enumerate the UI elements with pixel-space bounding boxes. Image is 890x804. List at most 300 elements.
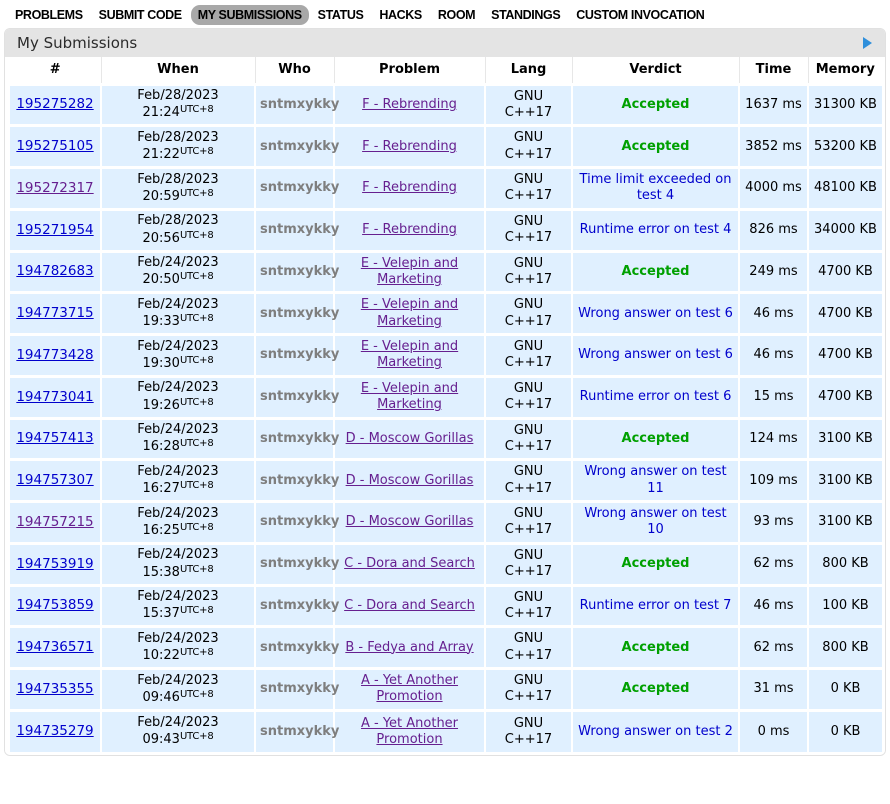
nav-item[interactable]: ROOM bbox=[437, 7, 476, 22]
cell-memory bbox=[808, 209, 882, 251]
submitter-handle: sntmxykky bbox=[260, 138, 340, 154]
submission-id-link[interactable]: 194735279 bbox=[16, 723, 94, 740]
memory-used: 800 KB bbox=[822, 556, 869, 571]
cell-id bbox=[10, 460, 101, 502]
cell-memory bbox=[808, 251, 882, 293]
submission-row bbox=[10, 585, 882, 627]
submitter-handle: sntmxykky bbox=[260, 263, 340, 279]
submission-row bbox=[10, 251, 882, 293]
cell-time bbox=[739, 669, 808, 711]
cell-verdict bbox=[572, 502, 739, 544]
submission-row bbox=[10, 502, 882, 544]
exec-time: 124 ms bbox=[749, 430, 798, 446]
submission-id-link[interactable]: 194736571 bbox=[16, 639, 94, 655]
verdict-text: Accepted bbox=[621, 430, 690, 446]
cell-who bbox=[255, 418, 340, 460]
cell-id bbox=[10, 209, 101, 251]
submission-date: Feb/24/2023 bbox=[137, 672, 219, 688]
cell-problem bbox=[334, 376, 485, 418]
cell-verdict bbox=[572, 293, 739, 335]
problem-link[interactable]: E - Velepin and Marketing bbox=[360, 380, 459, 413]
submission-time: 10:22 bbox=[142, 648, 180, 664]
nav-item[interactable]: SUBMIT CODE bbox=[98, 7, 182, 22]
cell-time bbox=[739, 710, 808, 752]
cell-who bbox=[255, 502, 340, 544]
verdict-text: Runtime error on test 6 bbox=[579, 389, 732, 404]
submission-time: 21:22 bbox=[142, 147, 180, 163]
nav-item[interactable]: STANDINGS bbox=[491, 7, 561, 22]
memory-used: 48100 KB bbox=[814, 180, 877, 196]
cell-time bbox=[739, 209, 808, 251]
nav-item[interactable]: HACKS bbox=[379, 7, 422, 22]
cell-lang bbox=[485, 293, 572, 335]
cell-problem bbox=[334, 418, 485, 460]
verdict-text: Accepted bbox=[621, 639, 690, 655]
language-label: GNU C++17 bbox=[504, 297, 553, 329]
cell-when bbox=[101, 543, 255, 585]
cell-verdict bbox=[572, 376, 739, 418]
cell-time bbox=[739, 502, 808, 544]
problem-link[interactable]: F - Rebrending bbox=[362, 180, 457, 196]
problem-link[interactable]: D - Moscow Gorillas bbox=[345, 430, 474, 446]
cell-problem bbox=[334, 335, 485, 377]
header-who: Who bbox=[255, 57, 334, 84]
cell-verdict bbox=[572, 126, 739, 168]
exec-time: 249 ms bbox=[749, 263, 798, 279]
header-verdict: Verdict bbox=[572, 57, 739, 84]
cell-when bbox=[101, 168, 255, 210]
submission-row bbox=[10, 627, 882, 669]
submitter-handle: sntmxykky bbox=[260, 389, 340, 404]
cell-when bbox=[101, 209, 255, 251]
nav-item[interactable]: STATUS bbox=[317, 7, 364, 22]
submission-date: Feb/28/2023 bbox=[137, 88, 219, 104]
cell-memory bbox=[808, 418, 882, 460]
submission-date: Feb/24/2023 bbox=[137, 422, 219, 438]
submission-timezone: UTC+8 bbox=[179, 438, 214, 450]
language-label: GNU C++17 bbox=[504, 464, 553, 496]
cell-problem bbox=[334, 710, 485, 752]
cell-lang bbox=[485, 335, 572, 377]
submission-time: 15:37 bbox=[142, 606, 180, 622]
cell-lang bbox=[485, 543, 572, 585]
verdict-text: Runtime error on test 4 bbox=[579, 222, 732, 237]
cell-when bbox=[101, 293, 255, 335]
submitter-handle: sntmxykky bbox=[260, 180, 340, 196]
exec-time: 1637 ms bbox=[745, 96, 802, 112]
submission-time: 16:25 bbox=[142, 522, 180, 538]
cell-verdict bbox=[572, 335, 739, 377]
submitter-handle: sntmxykky bbox=[260, 597, 340, 613]
cell-lang bbox=[485, 669, 572, 711]
submissions-table-wrap bbox=[5, 57, 885, 755]
exec-time: 15 ms bbox=[753, 389, 794, 404]
memory-used: 34000 KB bbox=[814, 222, 877, 237]
nav-item[interactable]: MY SUBMISSIONS bbox=[191, 5, 309, 25]
submission-time: 16:28 bbox=[142, 439, 180, 455]
submission-date: Feb/24/2023 bbox=[137, 463, 219, 479]
cell-time bbox=[739, 335, 808, 377]
cell-verdict bbox=[572, 209, 739, 251]
cell-who bbox=[255, 209, 340, 251]
problem-link[interactable]: C - Dora and Search bbox=[344, 556, 475, 571]
submission-timezone: UTC+8 bbox=[179, 521, 214, 533]
submission-time: 09:43 bbox=[142, 732, 180, 748]
expand-button[interactable] bbox=[859, 35, 875, 51]
cell-time bbox=[739, 543, 808, 585]
cell-who bbox=[255, 669, 340, 711]
problem-link[interactable]: A - Yet Another Promotion bbox=[360, 715, 459, 747]
problem-link[interactable]: A - Yet Another Promotion bbox=[360, 673, 459, 705]
memory-used: 53200 KB bbox=[814, 138, 877, 154]
exec-time: 62 ms bbox=[753, 639, 794, 655]
cell-verdict bbox=[572, 669, 739, 711]
submissions-body bbox=[10, 84, 882, 752]
submission-timezone: UTC+8 bbox=[179, 146, 214, 158]
cell-when bbox=[101, 669, 255, 711]
submission-row bbox=[10, 418, 882, 460]
submission-id-link[interactable]: 194773041 bbox=[16, 388, 94, 405]
memory-used: 31300 KB bbox=[814, 96, 877, 112]
cell-verdict bbox=[572, 418, 739, 460]
cell-lang bbox=[485, 418, 572, 460]
cell-who bbox=[255, 168, 340, 210]
submitter-handle: sntmxykky bbox=[260, 514, 340, 530]
problem-link[interactable]: C - Dora and Search bbox=[344, 597, 475, 613]
verdict-text: Accepted bbox=[621, 96, 690, 112]
cell-problem bbox=[334, 251, 485, 293]
language-label: GNU C++17 bbox=[504, 172, 553, 204]
cell-memory bbox=[808, 543, 882, 585]
cell-id bbox=[10, 627, 101, 669]
language-label: GNU C++17 bbox=[504, 715, 553, 747]
cell-problem bbox=[334, 126, 485, 168]
submitter-handle: sntmxykky bbox=[260, 639, 340, 655]
submission-timezone: UTC+8 bbox=[179, 187, 214, 199]
cell-verdict bbox=[572, 710, 739, 752]
submitter-handle: sntmxykky bbox=[260, 556, 340, 571]
cell-who bbox=[255, 293, 340, 335]
cell-problem bbox=[334, 502, 485, 544]
cell-lang bbox=[485, 460, 572, 502]
exec-time: 3852 ms bbox=[745, 138, 802, 154]
submission-id-link[interactable]: 194753919 bbox=[16, 555, 94, 572]
verdict-text: Accepted bbox=[621, 138, 690, 154]
language-label: GNU C++17 bbox=[504, 589, 553, 621]
cell-time bbox=[739, 168, 808, 210]
submission-row bbox=[10, 209, 882, 251]
verdict-text: Accepted bbox=[621, 681, 690, 697]
cell-when bbox=[101, 585, 255, 627]
cell-when bbox=[101, 710, 255, 752]
language-label: GNU C++17 bbox=[504, 339, 553, 371]
cell-when bbox=[101, 251, 255, 293]
cell-who bbox=[255, 460, 340, 502]
submission-date: Feb/28/2023 bbox=[137, 129, 219, 145]
submission-row bbox=[10, 293, 882, 335]
submission-date: Feb/24/2023 bbox=[137, 255, 219, 271]
submission-date: Feb/24/2023 bbox=[137, 296, 219, 312]
header-id: # bbox=[10, 57, 101, 84]
verdict-text: Time limit exceeded on test 4 bbox=[579, 172, 732, 204]
verdict-text: Wrong answer on test 6 bbox=[578, 305, 733, 321]
cell-time bbox=[739, 126, 808, 168]
submitter-handle: sntmxykky bbox=[260, 472, 340, 488]
cell-when bbox=[101, 627, 255, 669]
problem-link[interactable]: E - Velepin and Marketing bbox=[360, 339, 459, 371]
verdict-text: Accepted bbox=[621, 263, 690, 279]
cell-time bbox=[739, 376, 808, 418]
submission-id-link[interactable]: 195272317 bbox=[16, 179, 94, 196]
cell-when bbox=[101, 502, 255, 544]
submission-id-link[interactable]: 194773428 bbox=[16, 346, 94, 363]
submission-date: Feb/28/2023 bbox=[137, 171, 219, 187]
cell-who bbox=[255, 251, 340, 293]
submitter-handle: sntmxykky bbox=[260, 723, 340, 739]
cell-problem bbox=[334, 543, 485, 585]
cell-who bbox=[255, 543, 340, 585]
cell-verdict bbox=[572, 627, 739, 669]
submission-id-link[interactable]: 194773715 bbox=[16, 305, 94, 321]
submission-id-link[interactable]: 195271954 bbox=[16, 221, 94, 238]
memory-used: 4700 KB bbox=[818, 263, 873, 279]
submission-timezone: UTC+8 bbox=[179, 605, 214, 617]
submission-timezone: UTC+8 bbox=[179, 229, 214, 241]
exec-time: 31 ms bbox=[753, 681, 794, 697]
memory-used: 3100 KB bbox=[818, 430, 873, 446]
exec-time: 826 ms bbox=[749, 222, 798, 237]
nav-item[interactable]: PROBLEMS bbox=[15, 7, 83, 22]
cell-id bbox=[10, 335, 101, 377]
cell-time bbox=[739, 251, 808, 293]
submission-timezone: UTC+8 bbox=[179, 104, 214, 116]
cell-who bbox=[255, 627, 340, 669]
problem-link[interactable]: F - Rebrending bbox=[362, 222, 457, 237]
memory-used: 0 KB bbox=[830, 681, 861, 697]
header-time: Time bbox=[739, 57, 808, 84]
cell-lang bbox=[485, 627, 572, 669]
cell-lang bbox=[485, 251, 572, 293]
cell-memory bbox=[808, 168, 882, 210]
submission-row bbox=[10, 669, 882, 711]
submission-time: 15:38 bbox=[142, 564, 180, 580]
cell-when bbox=[101, 376, 255, 418]
cell-time bbox=[739, 84, 808, 126]
cell-problem bbox=[334, 84, 485, 126]
cell-lang bbox=[485, 585, 572, 627]
submission-timezone: UTC+8 bbox=[179, 688, 214, 700]
submission-row bbox=[10, 84, 882, 126]
submission-date: Feb/24/2023 bbox=[137, 505, 219, 521]
exec-time: 93 ms bbox=[753, 514, 794, 530]
verdict-text: Wrong answer on test 6 bbox=[578, 347, 733, 363]
submission-date: Feb/24/2023 bbox=[137, 715, 219, 731]
submission-id-link[interactable]: 195275282 bbox=[16, 96, 94, 113]
submission-row bbox=[10, 126, 882, 168]
cell-id bbox=[10, 168, 101, 210]
cell-id bbox=[10, 669, 101, 711]
language-label: GNU C++17 bbox=[504, 255, 553, 287]
submission-time: 20:56 bbox=[142, 230, 180, 246]
table-header-row bbox=[10, 57, 882, 84]
cell-when bbox=[101, 126, 255, 168]
submission-id-link[interactable]: 194753859 bbox=[16, 597, 94, 614]
submission-time: 19:33 bbox=[142, 314, 180, 330]
cell-id bbox=[10, 251, 101, 293]
submission-row bbox=[10, 376, 882, 418]
memory-used: 4700 KB bbox=[818, 389, 873, 404]
submission-time: 21:24 bbox=[142, 105, 180, 121]
verdict-text: Accepted bbox=[621, 556, 690, 571]
memory-used: 800 KB bbox=[822, 639, 869, 655]
submitter-handle: sntmxykky bbox=[260, 347, 340, 363]
cell-id bbox=[10, 710, 101, 752]
exec-time: 46 ms bbox=[753, 597, 794, 613]
submission-timezone: UTC+8 bbox=[179, 731, 214, 743]
submission-timezone: UTC+8 bbox=[179, 647, 214, 659]
submission-timezone: UTC+8 bbox=[179, 396, 214, 408]
cell-problem bbox=[334, 460, 485, 502]
cell-time bbox=[739, 627, 808, 669]
my-submissions-panel bbox=[4, 28, 886, 756]
problem-link[interactable]: B - Fedya and Array bbox=[345, 639, 474, 655]
cell-problem bbox=[334, 209, 485, 251]
submission-time: 20:59 bbox=[142, 188, 180, 204]
cell-when bbox=[101, 335, 255, 377]
contest-nav bbox=[0, 0, 890, 28]
language-label: GNU C++17 bbox=[504, 631, 553, 663]
cell-who bbox=[255, 585, 340, 627]
submission-id-link[interactable]: 195275105 bbox=[16, 138, 94, 154]
exec-time: 109 ms bbox=[749, 472, 798, 488]
submission-timezone: UTC+8 bbox=[179, 271, 214, 283]
panel-title-bar bbox=[5, 29, 885, 57]
submission-id-link[interactable]: 194782683 bbox=[16, 263, 94, 280]
problem-link[interactable]: F - Rebrending bbox=[362, 96, 457, 112]
submitter-handle: sntmxykky bbox=[260, 681, 340, 697]
language-label: GNU C++17 bbox=[504, 422, 553, 454]
header-lang: Lang bbox=[485, 57, 572, 84]
submission-row bbox=[10, 710, 882, 752]
exec-time: 46 ms bbox=[753, 347, 794, 363]
submission-date: Feb/24/2023 bbox=[137, 380, 219, 396]
cell-time bbox=[739, 293, 808, 335]
cell-id bbox=[10, 502, 101, 544]
submission-id-link[interactable]: 194757307 bbox=[16, 472, 94, 488]
submitter-handle: sntmxykky bbox=[260, 430, 340, 446]
submission-row bbox=[10, 335, 882, 377]
problem-link[interactable]: F - Rebrending bbox=[362, 138, 457, 154]
cell-who bbox=[255, 126, 340, 168]
cell-lang bbox=[485, 710, 572, 752]
cell-lang bbox=[485, 126, 572, 168]
memory-used: 4700 KB bbox=[818, 305, 873, 321]
language-label: GNU C++17 bbox=[504, 380, 553, 413]
submission-date: Feb/24/2023 bbox=[137, 338, 219, 354]
cell-id bbox=[10, 543, 101, 585]
cell-lang bbox=[485, 376, 572, 418]
cell-id bbox=[10, 126, 101, 168]
cell-lang bbox=[485, 209, 572, 251]
submission-time: 20:50 bbox=[142, 272, 180, 288]
verdict-text: Wrong answer on test 11 bbox=[584, 464, 727, 496]
cell-verdict bbox=[572, 251, 739, 293]
cell-time bbox=[739, 460, 808, 502]
cell-memory bbox=[808, 84, 882, 126]
cell-id bbox=[10, 418, 101, 460]
cell-memory bbox=[808, 669, 882, 711]
cell-memory bbox=[808, 585, 882, 627]
cell-memory bbox=[808, 460, 882, 502]
cell-when bbox=[101, 84, 255, 126]
language-label: GNU C++17 bbox=[504, 506, 553, 538]
memory-used: 4700 KB bbox=[818, 347, 873, 363]
cell-memory bbox=[808, 126, 882, 168]
verdict-text: Wrong answer on test 10 bbox=[584, 506, 727, 538]
cell-problem bbox=[334, 669, 485, 711]
submission-timezone: UTC+8 bbox=[179, 563, 214, 575]
submitter-handle: sntmxykky bbox=[260, 305, 340, 321]
cell-time bbox=[739, 418, 808, 460]
cell-memory bbox=[808, 627, 882, 669]
submission-timezone: UTC+8 bbox=[179, 354, 214, 366]
panel-title: My Submissions bbox=[17, 34, 138, 52]
cell-verdict bbox=[572, 168, 739, 210]
header-problem: Problem bbox=[334, 57, 485, 84]
exec-time: 0 ms bbox=[757, 723, 790, 739]
memory-used: 100 KB bbox=[822, 597, 869, 613]
cell-id bbox=[10, 293, 101, 335]
cell-when bbox=[101, 460, 255, 502]
submission-row bbox=[10, 460, 882, 502]
nav-item[interactable]: CUSTOM INVOCATION bbox=[576, 7, 705, 22]
problem-link[interactable]: E - Velepin and Marketing bbox=[360, 255, 459, 287]
cell-verdict bbox=[572, 84, 739, 126]
problem-link[interactable]: D - Moscow Gorillas bbox=[345, 514, 474, 530]
cell-who bbox=[255, 335, 340, 377]
exec-time: 46 ms bbox=[753, 305, 794, 321]
cell-id bbox=[10, 585, 101, 627]
exec-time: 4000 ms bbox=[745, 180, 802, 196]
cell-time bbox=[739, 585, 808, 627]
language-label: GNU C++17 bbox=[504, 213, 553, 246]
submission-id-link[interactable]: 194757413 bbox=[16, 430, 94, 447]
problem-link[interactable]: E - Velepin and Marketing bbox=[360, 297, 459, 329]
submission-id-link[interactable]: 194757215 bbox=[16, 513, 94, 530]
problem-link[interactable]: D - Moscow Gorillas bbox=[345, 472, 474, 488]
cell-id bbox=[10, 84, 101, 126]
submission-time: 09:46 bbox=[142, 689, 180, 705]
cell-problem bbox=[334, 168, 485, 210]
submission-row bbox=[10, 543, 882, 585]
cell-problem bbox=[334, 585, 485, 627]
language-label: GNU C++17 bbox=[504, 88, 553, 120]
submitter-handle: sntmxykky bbox=[260, 222, 340, 237]
cell-who bbox=[255, 84, 340, 126]
language-label: GNU C++17 bbox=[504, 130, 553, 162]
header-when: When bbox=[101, 57, 255, 84]
submission-id-link[interactable]: 194735355 bbox=[16, 680, 94, 697]
submission-row bbox=[10, 168, 882, 210]
cell-problem bbox=[334, 627, 485, 669]
submission-time: 19:30 bbox=[142, 355, 180, 371]
cell-verdict bbox=[572, 460, 739, 502]
cell-lang bbox=[485, 168, 572, 210]
submission-timezone: UTC+8 bbox=[179, 480, 214, 492]
submission-date: Feb/24/2023 bbox=[137, 589, 219, 605]
verdict-text: Runtime error on test 7 bbox=[579, 597, 732, 613]
header-memory: Memory bbox=[808, 57, 882, 84]
